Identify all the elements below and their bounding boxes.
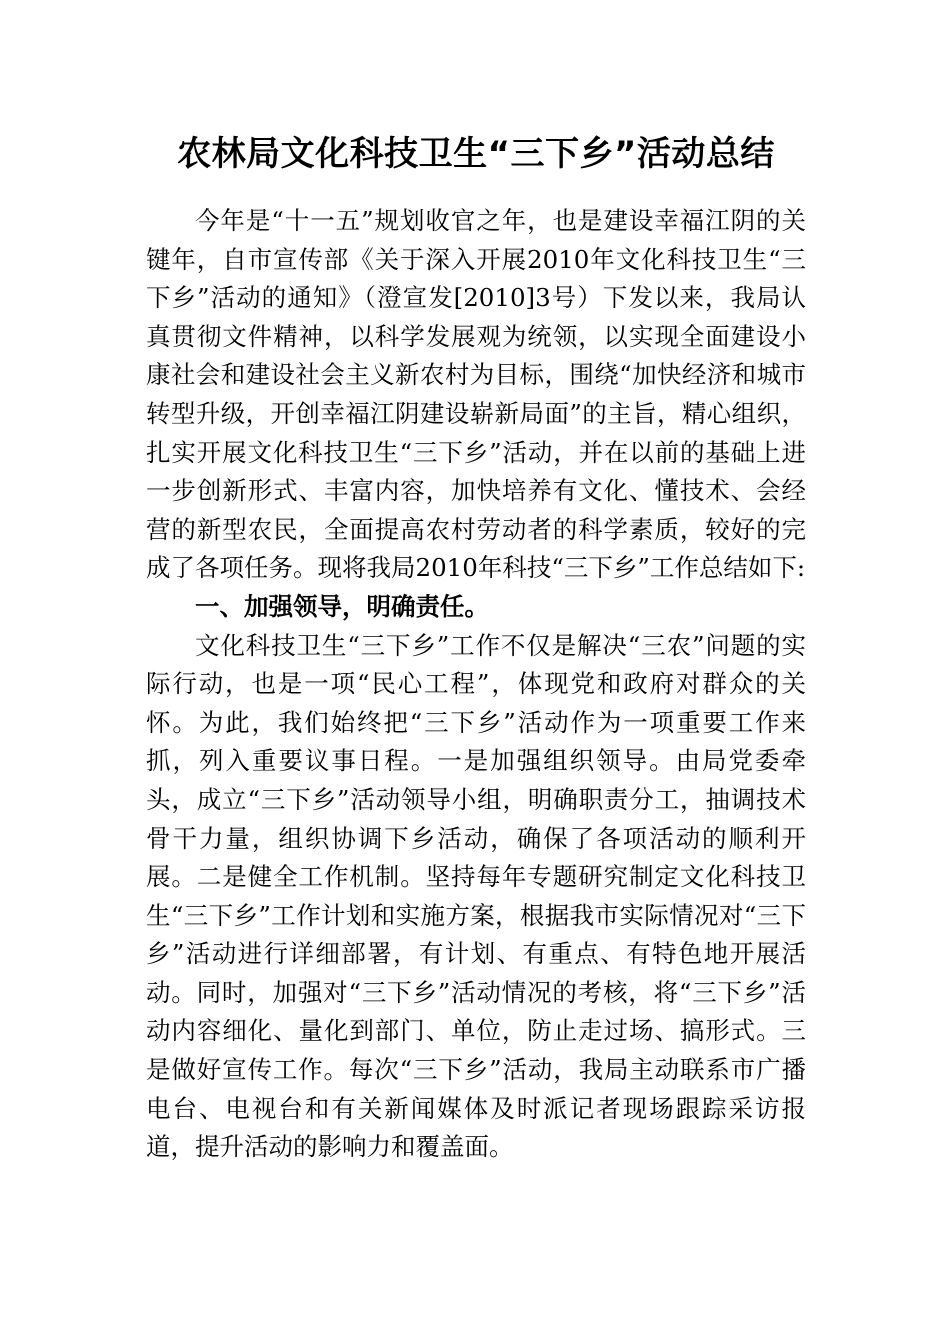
- document-page: [146, 0, 806, 1167]
- intro-paragraph: 今年是“十一五”规划收官之年，也是建设幸福江阴的关键年，自市宣传部《关于深入开展2010年文化科技卫生“三下乡”活动的通知》（澄宣发[2010]3号）下发以来，我局认真贯彻文件精神，以科学发展观为统领，以实现全面建设小康社会和建设社会主义新农村为目标，围绕“加快经济和城市转型升级，开创幸福江阴建设崭新局面”的主旨，精心组织，扎实开展文化科技卫生“三下乡”活动，并在以前的基础上进一步创新形式、丰富内容，加快培养有文化、懂技术、会经营的新型农民，全面提高农村劳动者的科学素质，较好的完成了各项任务。现将我局2010年科技“三下乡”工作总结如下:: [146, 206, 806, 583]
- section-1-paragraph: 文化科技卫生“三下乡”工作不仅是解决“三农”问题的实际行动，也是一项“民心工程”，体现党和政府对群众的关怀。为此，我们始终把“三下乡”活动作为一项重要工作来抓，列入重要议事日程。一是加强组织领导。由局党委牵头，成立“三下乡”活动领导小组，明确职责分工，抽调技术骨干力量，组织协调下乡活动，确保了各项活动的顺利开展。二是健全工作机制。坚持每年专题研究制定文化科技卫生“三下乡”工作计划和实施方案，根据我市实际情况对“三下乡”活动进行详细部署，有计划、有重点、有特色地开展活动。同时，加强对“三下乡”活动情况的考核，将“三下乡”活动内容细化、量化到部门、单位，防止走过场、搞形式。三是做好宣传工作。每次“三下乡”活动，我局主动联系市广播电台、电视台和有关新闻媒体及时派记者现场跟踪采访报道，提升活动的影响力和覆盖面。: [146, 630, 806, 1162]
- section-1-heading: 一、加强领导，明确责任。: [195, 591, 489, 621]
- document-title: 农林局文化科技卫生“三下乡”活动总结: [177, 134, 775, 174]
- document-body: [146, 202, 806, 1167]
